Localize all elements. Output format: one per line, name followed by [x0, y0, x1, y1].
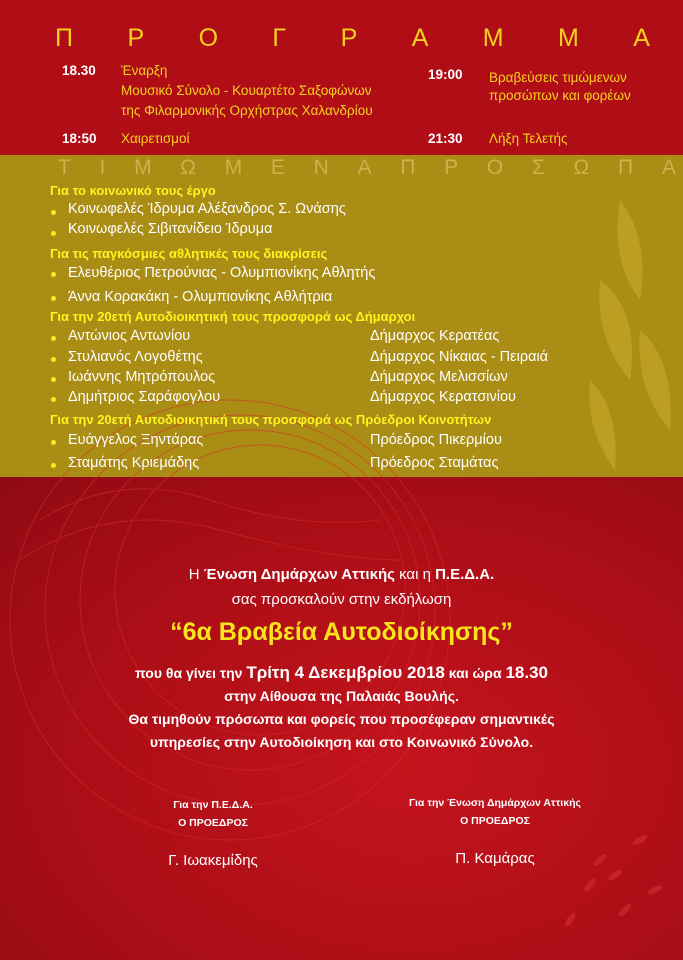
- program-text: της Φιλαρμονικής Ορχήστρας Χαλανδρίου: [121, 103, 373, 118]
- text: Η: [188, 566, 204, 583]
- organization-name: Ένωση Δημάρχων Αττικής: [203, 566, 395, 583]
- program-text: Λήξη Τελετής: [489, 131, 568, 146]
- title-letter: Ρ: [444, 156, 459, 179]
- program-text: Βραβεύσεις τιμώμενων: [489, 70, 627, 85]
- event-date: Τρίτη 4 Δεκεμβρίου 2018: [246, 663, 445, 682]
- title-letter: Ν: [313, 156, 329, 179]
- honoree-name: Δημήτριος Σαράφογλου: [68, 389, 221, 405]
- event-title: “6α Βραβεία Αυτοδιοίκησης”: [170, 618, 513, 646]
- honoree-name: Σταμάτης Κριεμάδης: [68, 455, 200, 471]
- program-text: Χαιρετισμοί: [121, 131, 190, 146]
- program-time: 19:00: [428, 67, 463, 82]
- section-heading: Για την 20ετή Αυτοδιοικητική τους προσφορά ως Πρόεδροι Κοινοτήτων: [50, 412, 492, 427]
- title-letter: Τ: [58, 156, 71, 179]
- section-heading: Για την 20ετή Αυτοδιοικητική τους προσφορά ως Δήμαρχοι: [50, 309, 416, 324]
- signature-name: Π. Καμάρας: [455, 850, 535, 867]
- honoree-name: Αντώνιος Αντωνίου: [68, 328, 191, 344]
- title-letter: Α: [357, 156, 372, 179]
- signature-org: Για την Π.Ε.Δ.Α.: [173, 799, 253, 811]
- signature-block-eda: [380, 794, 610, 867]
- title-letter: Μ: [224, 156, 243, 179]
- honoree-role: Πρόεδρος Σταμάτας: [370, 455, 499, 471]
- section-heading: Για τις παγκόσμιες αθλητικές τους διακρίσεις: [50, 246, 328, 261]
- program-time: 21:30: [428, 131, 463, 146]
- honoree-role: Δήμαρχος Κερατέας: [370, 328, 500, 344]
- title-letter: Π: [617, 156, 634, 179]
- signature-role: Ο ΠΡΟΕΔΡΟΣ: [178, 817, 248, 829]
- honoree-name: Ιωάννης Μητρόπουλος: [68, 369, 216, 385]
- text: και η: [394, 566, 436, 583]
- bullet-icon: [51, 357, 56, 362]
- bullet-icon: [51, 463, 56, 468]
- title-letter: Ρ: [127, 24, 145, 52]
- program-text: Μουσικό Σύνολο - Κουαρτέτο Σαξοφώνων: [121, 83, 372, 98]
- invitation-date-line: [0, 663, 683, 683]
- honoree-name: Ευάγγελος Ξηντάρας: [68, 432, 204, 448]
- title-letter: Ο: [198, 24, 219, 52]
- title-letter: Π: [55, 24, 74, 52]
- signature-name: Γ. Ιωακεμίδης: [168, 852, 258, 869]
- signature-block-peda: [118, 796, 308, 869]
- section-heading: Για το κοινωνικό τους έργο: [50, 183, 216, 198]
- honorees-title: [58, 156, 676, 180]
- honoree-name: Άννα Κορακάκη - Ολυμπιονίκης Αθλήτρια: [68, 289, 333, 305]
- program-time: 18.30: [62, 63, 96, 78]
- invitation-line-5: Θα τιμηθούν πρόσωπα και φορείς που προσέφεραν σημαντικές: [128, 711, 555, 727]
- bullet-icon: [51, 397, 56, 402]
- organization-name: Π.Ε.Δ.Α.: [435, 566, 495, 583]
- honoree-role: Δήμαρχος Νίκαιας - Πειραιά: [370, 349, 549, 365]
- title-letter: Α: [661, 156, 676, 179]
- signature-org: Για την Ένωση Δημάρχων Αττικής: [409, 797, 581, 809]
- title-letter: Α: [411, 24, 429, 52]
- title-letter: Π: [400, 156, 416, 179]
- title-letter: Μ: [558, 24, 579, 52]
- program-text: προσώπων και φορέων: [489, 88, 631, 103]
- title-letter: Ω: [573, 156, 590, 179]
- title-letter: Ρ: [340, 24, 358, 52]
- title-letter: Μ: [134, 156, 152, 179]
- honoree-name: Κοινωφελές Ίδρυμα Αλέξανδρος Σ. Ωνάσης: [68, 201, 346, 217]
- title-letter: Ι: [99, 156, 106, 179]
- honoree-role: Πρόεδρος Πικερμίου: [370, 432, 502, 448]
- honoree-name: Κοινωφελές Σιβιτανίδειο Ίδρυμα: [68, 221, 273, 237]
- text: που θα γίνει την: [134, 665, 247, 681]
- event-time: 18.30: [505, 663, 549, 682]
- signature-role: Ο ΠΡΟΕΔΡΟΣ: [460, 815, 530, 827]
- bullet-icon: [51, 377, 56, 382]
- bullet-icon: [51, 440, 56, 445]
- title-letter: Ω: [180, 156, 196, 179]
- program-title: [55, 24, 650, 53]
- invitation-line-6: υπηρεσίες στην Αυτοδιοίκηση και στο Κοινωνικό Σύνολο.: [149, 734, 534, 750]
- honoree-role: Δήμαρχος Κερατσινίου: [370, 389, 516, 405]
- honoree-role: Δήμαρχος Μελισσίων: [370, 369, 508, 385]
- title-letter: Ο: [486, 156, 504, 179]
- title-letter: Γ: [272, 24, 287, 52]
- title-letter: Σ: [531, 156, 545, 179]
- honoree-name: Στυλιανός Λογοθέτης: [68, 349, 203, 365]
- invitation-line-2: σας προσκαλούν στην εκδήλωση: [231, 591, 452, 608]
- bullet-icon: [51, 336, 56, 341]
- title-letter: Α: [633, 24, 650, 52]
- bullet-icon: [51, 210, 56, 215]
- program-text: Έναρξη: [121, 63, 168, 78]
- text: και ώρα: [444, 665, 506, 681]
- bullet-icon: [51, 231, 56, 236]
- invitation-line-1: [0, 566, 683, 583]
- invitation-venue: στην Αίθουσα της Παλαιάς Βουλής.: [224, 688, 459, 704]
- honoree-name: Ελευθέριος Πετρούνιας - Ολυμπιονίκης Αθλητής: [68, 265, 376, 281]
- title-letter: Μ: [482, 24, 504, 52]
- bullet-icon: [51, 272, 56, 277]
- title-letter: Ε: [270, 156, 285, 179]
- program-time: 18:50: [62, 131, 97, 146]
- bullet-icon: [51, 296, 56, 301]
